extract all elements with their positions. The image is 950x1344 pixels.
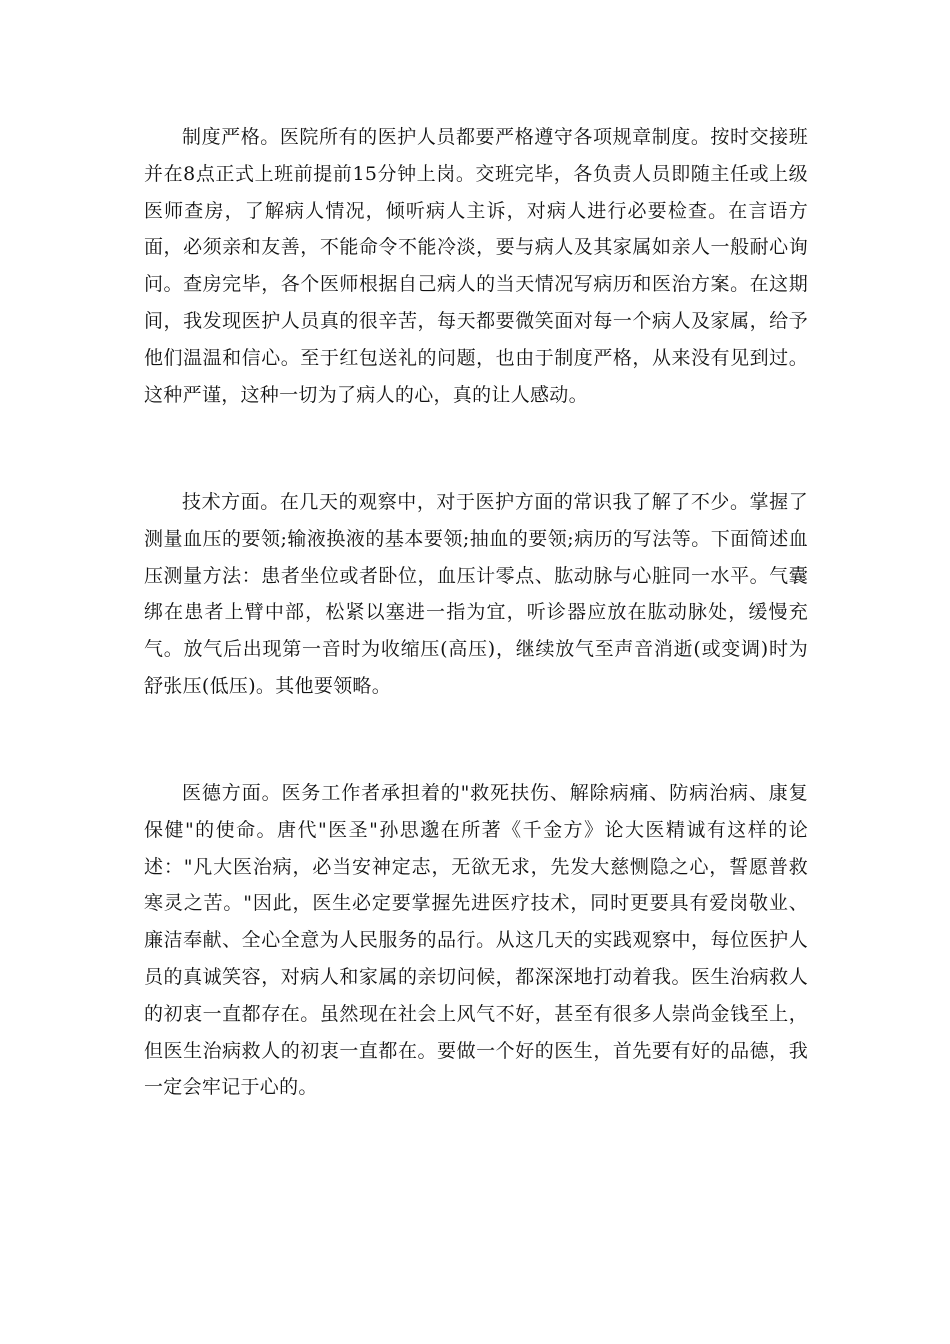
paragraph-medical-ethics: 医德方面。医务工作者承担着的"救死扶伤、解除病痛、防病治病、康复保健"的使命。唐代"医圣"孙思邈在所著《千金方》论大医精诚有这样的论述："凡大医治病，必当安神定志，无欲无求，先发大慈恻隐之心，誓愿普救寒灵之苦。"因此，医生必定要掌握先进医疗技术，同时更要具有爱岗敬业、廉洁奉献、全心全意为人民服务的品行。从这几天的实践观察中，每位医护人员的真诚笑容，对病人和家属的亲切问候，都深深地打动着我。医生治病救人的初衷一直都存在。虽然现在社会上风气不好，甚至有很多人崇尚金钱至上，但医生治病救人的初衷一直都在。要做一个好的医生，首先要有好的品德，我一定会牢记于心的。: [144, 782, 808, 1099]
paragraph-regulations: 制度严格。医院所有的医护人员都要严格遵守各项规章制度。按时交接班并在8点正式上班前提前15分钟上岗。交班完毕，各负责人员即随主任或上级医师查房，了解病人情况，倾听病人主诉，对病人进行必要检查。在言语方面，必须亲和友善，不能命令不能冷淡，要与病人及其家属如亲人一般耐心询问。查房完毕，各个医师根据自己病人的当天情况写病历和医治方案。在这期间，我发现医护人员真的很辛苦，每天都要微笑面对每一个病人及家属，给予他们温温和信心。至于红包送礼的问题，也由于制度严格，从来没有见到过。这种严谨，这种一切为了病人的心，真的让人感动。: [144, 126, 808, 406]
paragraph-technique: 技术方面。在几天的观察中，对于医护方面的常识我了解了不少。掌握了测量血压的要领;输液换液的基本要领;抽血的要领;病历的写法等。下面简述血压测量方法：患者坐位或者卧位，血压计零点、肱动脉与心脏同一水平。气囊绑在患者上臂中部，松紧以塞进一指为宜，听诊器应放在肱动脉处，缓慢充气。放气后出现第一音时为收缩压(高压)，继续放气至声音消逝(或变调)时为舒张压(低压)。其他要领略。: [144, 491, 808, 697]
